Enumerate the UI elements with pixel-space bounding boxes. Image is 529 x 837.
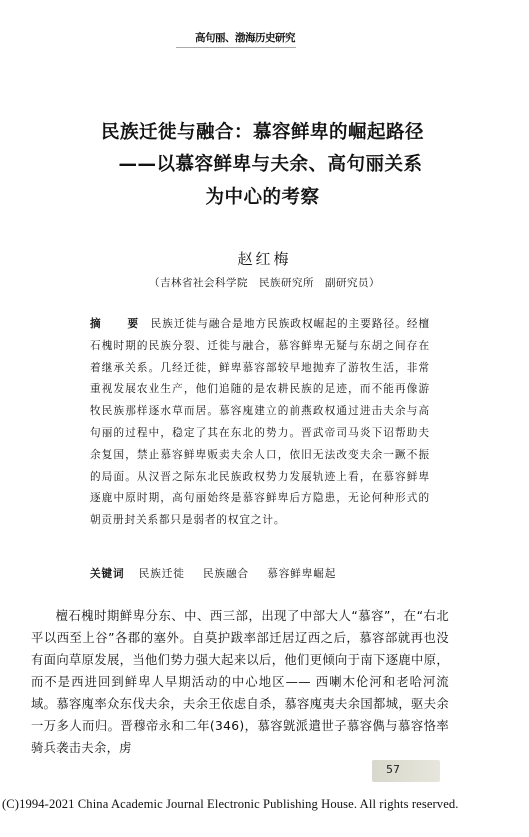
copyright-footer: (C)1994-2021 China Academic Journal Electronic Publishing House. All rights reserved. (2, 797, 459, 811)
keywords-label: 关键词 (90, 568, 125, 580)
article-title-line-1: 民族迁徙与融合：慕容鲜卑的崛起路径 (100, 122, 424, 143)
page-number: 57 (386, 763, 400, 776)
header-rule (176, 47, 296, 48)
abstract-label: 摘 要 (90, 318, 147, 330)
body-text (31, 605, 449, 759)
author-name: 赵红梅 (237, 250, 292, 268)
keyword-item: 民族融合 (203, 568, 250, 580)
keywords (90, 566, 450, 581)
author-affiliation: （吉林省社会科学院 民族研究所 副研究员） (149, 277, 380, 289)
article-title-line-2: ——以慕容鲜卑与夫余、高句丽关系 (118, 154, 423, 175)
abstract (90, 314, 430, 532)
keyword-item: 慕容鲜卑崛起 (267, 568, 337, 580)
article-title-line-3: 为中心的考察 (205, 187, 320, 208)
page-number-box (372, 760, 440, 782)
keyword-item: 民族迁徙 (138, 568, 185, 580)
body-paragraph: 檀石槐时期鲜卑分东、中、西三部，出现了中部大人“慕容”，在“右北平以西至上谷”各郡的塞外。自莫护跋率部迁居辽西之后，慕容部就再也没有面向草原发展，当他们势力强大起来以后，他们更倾向于南下逐鹿中原，而不是西进回到鲜卑人早期活动的中心地区—— 西喇木伦河和老哈河流域。慕容廆率众东伐夫余，夫余王依虑自杀，慕容廆夷夫余国都城，驱夫余一万多人而归。晋穆帝永和二年(346)，慕容皝派遣世子慕容儁与慕容恪率骑兵袭击夫余，虏 (31, 609, 449, 755)
journal-header: 高句丽、渤海历史研究 (195, 32, 295, 44)
abstract-text: 民族迁徙与融合是地方民族政权崛起的主要路径。经檀石槐时期的民族分裂、迁徙与融合，慕容鲜卑无疑与东胡之间存在着继承关系。几经迁徙，鲜卑慕容部较早地抛弃了游牧生活，非常重视发展农业生产，他们追随的是农耕民族的足迹，而不能再像游牧民族那样逐水草而居。慕容廆建立的前燕政权通过进击夫余与高句丽的过程中，稳定了其在东北的势力。晋武帝司马炎下诏帮助夫余复国，禁止慕容鲜卑贩卖夫余人口，依旧无法改变夫余一蹶不振的局面。从汉晋之际东北民族政权势力发展轨迹上看，在慕容鲜卑逐鹿中原时期，高句丽始终是慕容鲜卑后方隐患，无论何种形式的朝贡册封关系都只是弱者的权宜之计。 (90, 318, 430, 527)
